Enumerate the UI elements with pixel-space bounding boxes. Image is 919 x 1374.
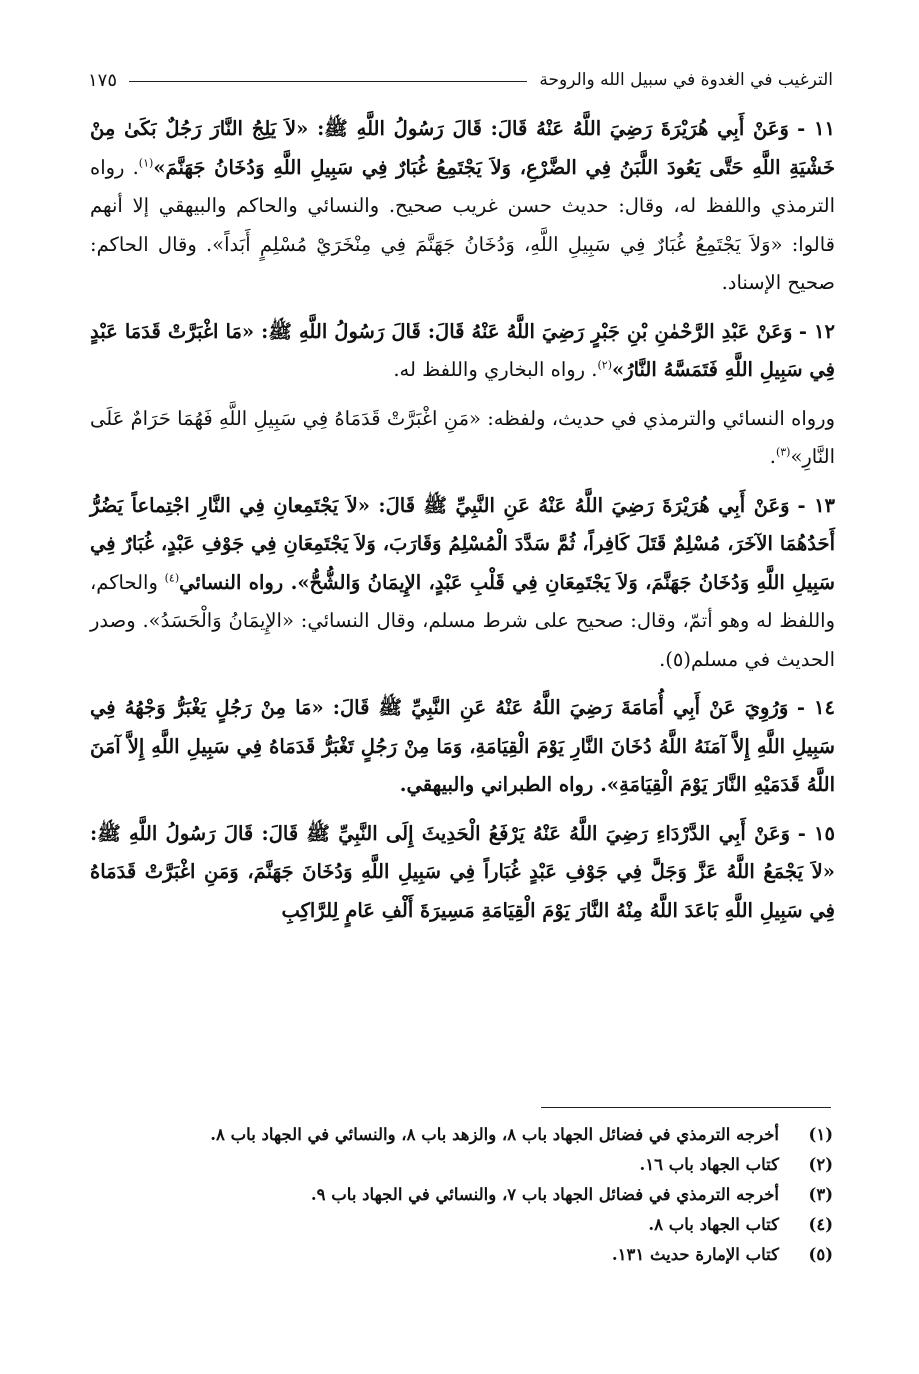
hadith-number: ١٤ - — [796, 696, 835, 719]
footnote-ref: (٤) — [164, 571, 180, 584]
hadith-12-variant — [90, 400, 835, 477]
footnote — [90, 1210, 833, 1240]
hadith-text: وَعَنْ أَبِي هُرَيْرَةَ رَضِيَ اللَّهُ عَنْهُ قَالَ: قَالَ رَسُولُ اللَّهِ ﷺ: «لاَ يَلِجُ النَّارَ رَجُلٌ بَكَىٰ مِنْ خَشْيَةِ اللَّهِ حَتَّى يَعُودَ اللَّبَنُ فِي الضَّرْعِ، وَلاَ يَجْتَمِعُ غُبَارٌ فِي سَبِيلِ اللَّهِ وَدُخَانُ جَهَنَّمَ» — [90, 117, 835, 179]
footnote-number: (٤) — [808, 1215, 833, 1234]
header-rule — [129, 81, 527, 82]
hadith-number: ١٥ - — [797, 821, 835, 845]
hadith-text: وَرُوِيَ عَنْ أَبِي أُمَامَةَ رَضِيَ اللَّهُ عَنْهُ عَنِ النَّبِيِّ ﷺ قَالَ: «مَا مِنْ رَجُلٍ يَغْبَرُّ وَجْهُهُ فِي سَبِيلِ اللَّهِ إِلاَّ آمَنَهُ اللَّهُ دُخَانَ النَّارِ يَوْمَ الْقِيَامَةِ، وَمَا مِنْ رَجُلٍ تَغْبَرُّ قَدَمَاهُ فِي سَبِيلِ اللَّهِ إِلاَّ آمَنَ اللَّهُ قَدَمَيْهِ النَّارَ يَوْمَ الْقِيَامَةِ». رواه الطبراني والبيهقي. — [90, 696, 835, 796]
hadith-14 — [90, 689, 835, 805]
footnote-number: (١) — [808, 1125, 833, 1144]
hadith-12 — [90, 313, 835, 390]
footnote-text: كتاب الجهاد باب ١٦. — [639, 1155, 779, 1174]
hadith-11 — [90, 110, 835, 303]
hadith-number: ١١ - — [797, 117, 835, 140]
hadith-text: وَعَنْ أَبِي الدَّرْدَاءِ رَضِيَ اللَّهُ عَنْهُ يَرْفَعُ الْحَدِيثَ إِلَى النَّبِيِّ ﷺ قَالَ: قَالَ رَسُولُ اللَّهِ ﷺ: «لاَ يَجْمَعُ اللَّهُ عَزَّ وَجَلَّ فِي جَوْفِ عَبْدٍ غُبَاراً فِي سَبِيلِ اللَّهِ وَدُخَانَ جَهَنَّمَ، وَمَنِ اغْبَرَّتْ قَدَمَاهُ فِي سَبِيلِ اللَّهِ بَاعَدَ اللَّهُ مِنْهُ النَّارَ يَوْمَ الْقِيَامَةِ مَسِيرَةَ أَلْفِ عَامٍ لِلرَّاكِبِ — [90, 821, 835, 922]
footnote-ref: (٢) — [597, 358, 612, 372]
hadith-text: ورواه النسائي والترمذي في حديث، ولفظه: «مَنِ اغْبَرَّتْ قَدَمَاهُ فِي سَبِيلِ اللَّهِ فَهُمَا حَرَامٌ عَلَى النَّارِ» — [90, 406, 835, 468]
hadith-text: وَعَنْ عَبْدِ الرَّحْمٰنِ بْنِ جَبْرٍ رَضِيَ اللَّهُ عَنْهُ قَالَ: قَالَ رَسُولُ اللَّهِ ﷺ: «مَا اغْبَرَّتْ قَدَمَا عَبْدٍ فِي سَبِيلِ اللَّهِ فَتَمَسَّهُ النَّارُ» — [90, 319, 835, 381]
footnote-number: (٢) — [808, 1155, 833, 1174]
hadith-commentary: . رواه البخاري واللفظ له. — [393, 358, 598, 381]
main-text — [90, 110, 835, 930]
footnote-text: كتاب الإمارة حديث ١٣١. — [611, 1245, 779, 1264]
footnote-ref: (١) — [138, 156, 154, 169]
footnote — [90, 1240, 833, 1270]
footnote-number: (٣) — [808, 1185, 833, 1204]
footnote-ref: (٣) — [775, 445, 791, 459]
hadith-commentary: والحاكم، واللفظ له وهو أتمّ، وقال: صحيح على شرط مسلم، وقال النسائي: «الإِيمَانُ وَالْحَسَدُ». وصدر الحديث في مسلم(٥). — [90, 570, 835, 671]
hadith-number: ١٢ - — [798, 319, 835, 343]
footnote-text: كتاب الجهاد باب ٨. — [648, 1215, 779, 1234]
page-number: ١٧٥ — [88, 69, 118, 91]
footnotes — [90, 1120, 833, 1270]
header-title: الترغيب في الغدوة في سبيل الله والروحة — [539, 70, 833, 90]
hadith-text: وَعَنْ أَبِي هُرَيْرَةَ رَضِيَ اللَّهُ عَنْهُ عَنِ النَّبِيِّ ﷺ قَالَ: «لاَ يَجْتَمِعانِ فِي النَّارِ اجْتِماعاً يَضُرُّ أَحَدُهُمَا الآخَرَ، مُسْلِمٌ قَتَلَ كَافِراً، ثُمَّ سَدَّدَ الْمُسْلِمُ وَقَارَبَ، وَلاَ يَجْتَمِعَانِ فِي جَوْفِ عَبْدٍ، غُبَارٌ فِي سَبِيلِ اللَّهِ وَدُخَانُ جَهَنَّمَ، وَلاَ يَجْتَمِعَانِ فِي قَلْبِ عَبْدٍ، الإِيمَانُ وَالشُّحُّ». رواه النسائي — [90, 493, 835, 594]
running-header — [88, 62, 833, 98]
footnote-separator — [541, 1107, 831, 1108]
footnote-number: (٥) — [808, 1245, 833, 1264]
footnote — [90, 1120, 833, 1150]
hadith-number: ١٣ - — [797, 493, 836, 517]
footnote-text: أخرجه الترمذي في فضائل الجهاد باب ٧، والنسائي في الجهاد باب ٩. — [310, 1185, 779, 1204]
footnote — [90, 1150, 833, 1180]
hadith-13 — [90, 487, 835, 680]
hadith-15 — [90, 815, 835, 931]
footnote-text: أخرجه الترمذي في فضائل الجهاد باب ٨، والزهد باب ٨، والنسائي في الجهاد باب ٨. — [210, 1125, 779, 1144]
hadith-commentary: . رواه الترمذي واللفظ له، وقال: حديث حسن غريب صحيح. والنسائي والحاكم والبيهقي إلا أنهم قالوا: «وَلاَ يَجْتَمِعُ غُبَارٌ فِي سَبِيلِ اللَّهِ، وَدُخَانُ جَهَنَّمَ فِي مِنْخَرَيْ مُسْلِمٍ أَبَداً». وقال الحاكم: صحيح الإسناد. — [90, 155, 835, 294]
footnote — [90, 1180, 833, 1210]
hadith-commentary: . — [769, 445, 776, 468]
